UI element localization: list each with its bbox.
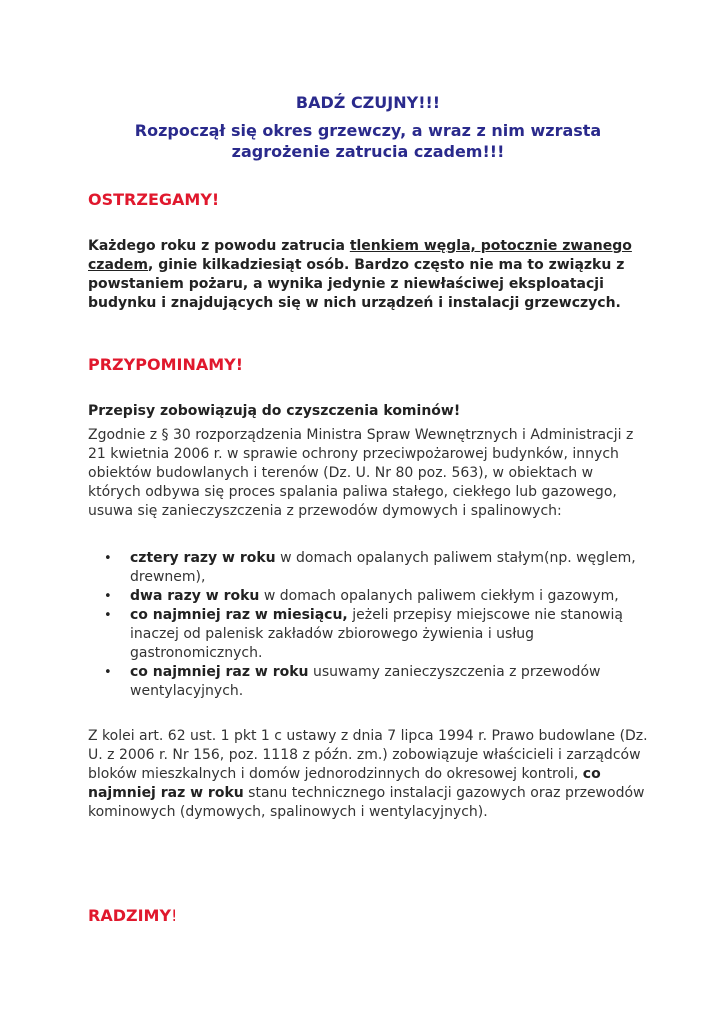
list-item <box>88 606 648 663</box>
law-paragraph <box>88 727 648 822</box>
page-subtitle <box>88 120 648 162</box>
list-item <box>88 663 648 701</box>
list-item-bold: co najmniej raz w roku <box>130 664 309 680</box>
subtitle-line-2: zagrożenie zatrucia czadem!!! <box>231 142 505 161</box>
list-item-text: jeżeli przepisy miejscowe nie stanowią inaczej od palenisk zakładów zbiorowego żywienia i usług gastronomicznych. <box>130 607 623 661</box>
advise-heading-text: RADZIMY <box>88 906 172 925</box>
bullet-icon: • <box>104 589 112 604</box>
warn-text-underlined: tlenkiem węgla, potocznie zwanego czadem <box>88 238 632 273</box>
remind-heading: PRZYPOMINAMY! <box>88 355 244 374</box>
bullet-icon: • <box>104 608 112 623</box>
list-item-bold: cztery razy w roku <box>130 550 276 566</box>
list-item-text: w domach opalanych paliwem stałym(np. węglem, drewnem), <box>130 550 636 585</box>
advise-heading <box>88 906 177 925</box>
list-item-text: usuwamy zanieczyszczenia z przewodów wentylacyjnych. <box>130 664 601 699</box>
warn-heading: OSTRZEGAMY! <box>88 190 220 209</box>
warn-paragraph <box>88 237 648 313</box>
advise-heading-suffix: ! <box>171 906 178 925</box>
law-text-bold: co najmniej raz w roku <box>88 766 601 801</box>
regulation-paragraph: Zgodnie z § 30 rozporządzenia Ministra Spraw Wewnętrznych i Administracji z 21 kwietnia 2006 r. w sprawie ochrony przeciwpożarowej budynków, innych obiektów budowlanych i terenów (Dz. U. Nr 80 poz. 563), w obiektach w których odbywa się proces spalania paliwa stałego, ciekłego lub gazowego, usuwa się zanieczyszczenia z przewodów dymowych i spalinowych: <box>88 427 634 519</box>
list-item <box>88 549 648 587</box>
law-text-post: stanu technicznego instalacji gazowych oraz przewodów kominowych (dymowych, spalinowych i wentylacyjnych). <box>88 785 645 820</box>
list-item-bold: co najmniej raz w miesiącu, <box>130 607 348 623</box>
cleaning-frequency-list <box>88 549 648 701</box>
list-item <box>88 587 648 606</box>
warn-text-post: , ginie kilkadziesiąt osób. Bardzo często nie ma to związku z powstaniem pożaru, a wynika jedynie z niewłaściwej eksploatacji budynku i znajdujących się w nich urządzeń i instalacji grzewczych. <box>88 257 625 311</box>
law-text-pre: Z kolei art. 62 ust. 1 pkt 1 c ustawy z dnia 7 lipca 1994 r. Prawo budowlane (Dz. U. z 2006 r. Nr 156, poz. 1118 z późn. zm.) zobowiązuje właścicieli i zarządców bloków mieszkalnych i domów jednorodzinnych do okresowej kontroli, <box>88 728 648 782</box>
bullet-icon: • <box>104 665 112 680</box>
chimney-heading: Przepisy zobowiązują do czyszczenia kominów! <box>88 403 461 419</box>
list-item-bold: dwa razy w roku <box>130 588 260 604</box>
page-title: BADŹ CZUJNY!!! <box>295 93 441 112</box>
subtitle-line-1: Rozpoczął się okres grzewczy, a wraz z nim wzrasta <box>134 121 602 140</box>
warn-text-pre: Każdego roku z powodu zatrucia <box>88 238 350 254</box>
list-item-text: w domach opalanych paliwem ciekłym i gazowym, <box>259 588 619 604</box>
bullet-icon: • <box>104 551 112 566</box>
